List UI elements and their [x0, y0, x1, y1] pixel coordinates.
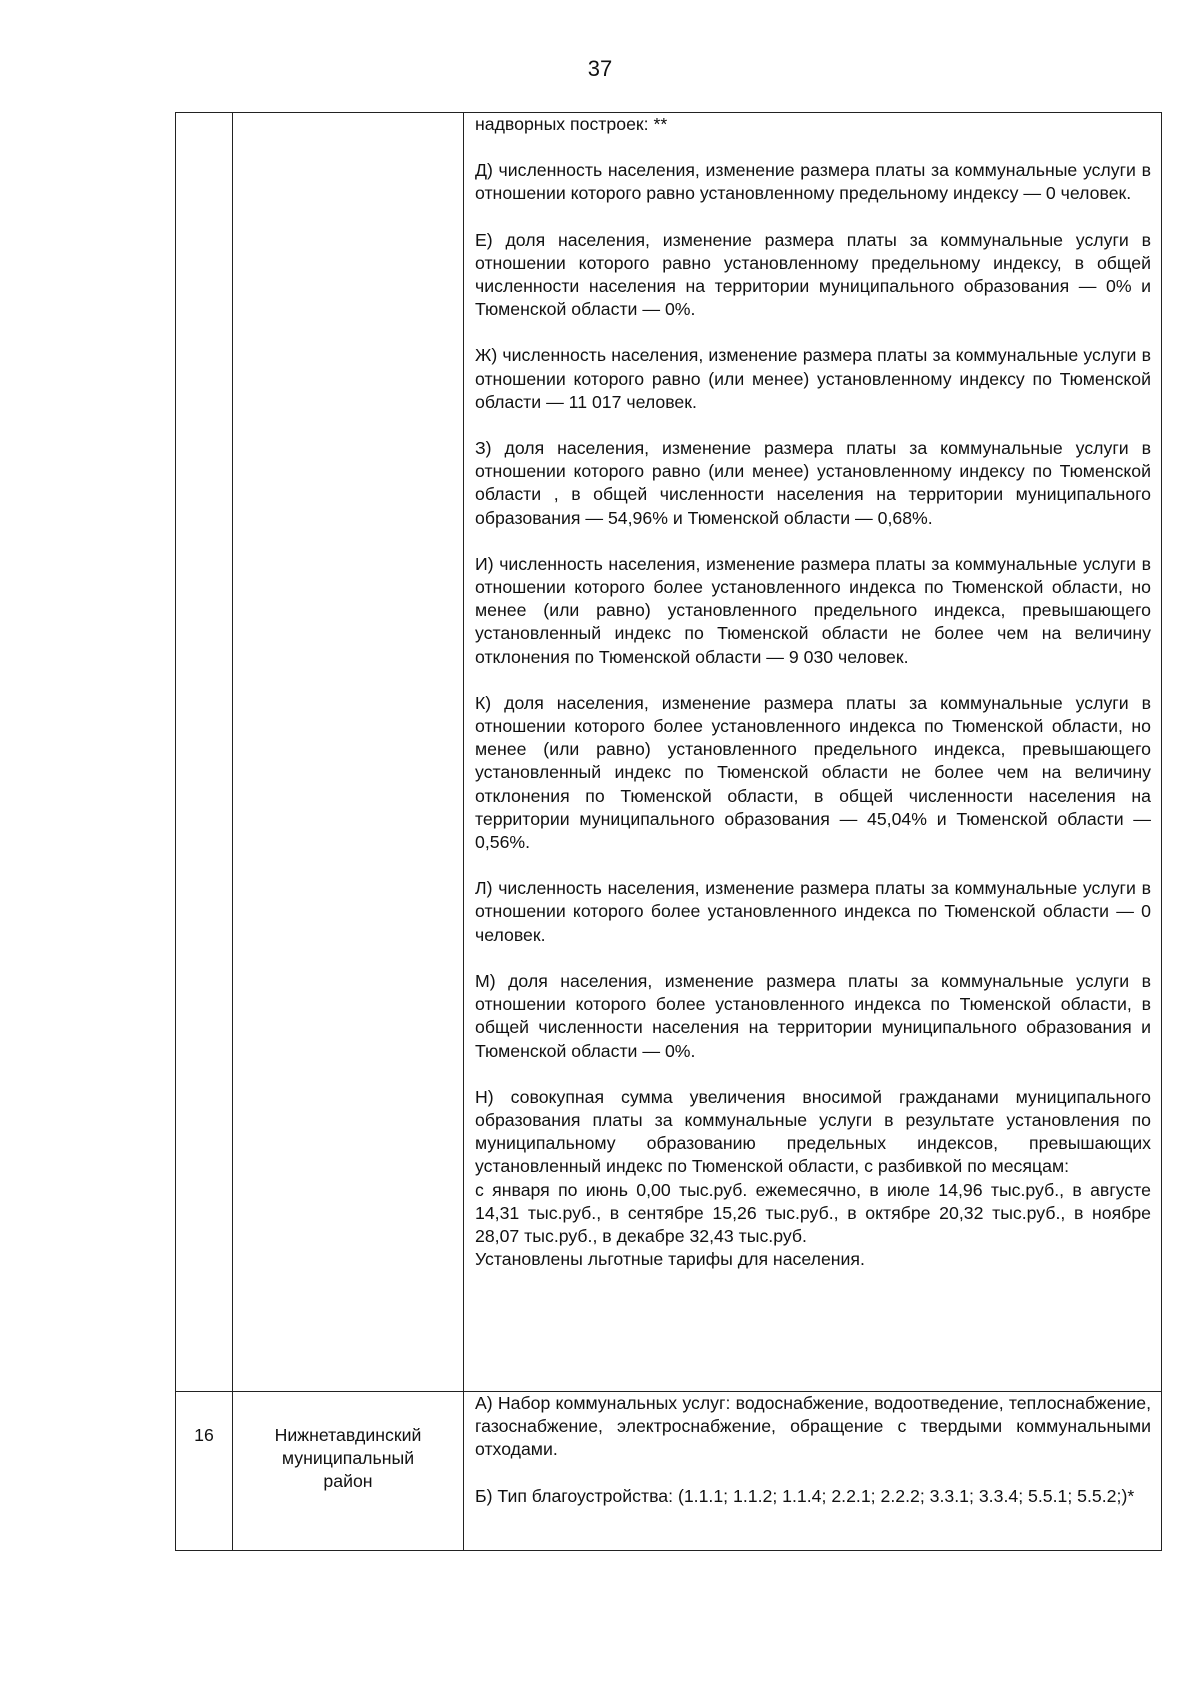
paragraph-a: А) Набор коммунальных услуг: водоснабжение, водоотведение, теплоснабжение, газоснабжение, электроснабжение, обращение с твердыми коммунальными отходами. — [475, 1393, 1151, 1460]
description-cell — [464, 1392, 1162, 1551]
paragraph-l: Л) численность населения, изменение размера платы за коммунальные услуги в отношении которого более установленного индекса по Тюменской области — 0 человек. — [475, 878, 1151, 945]
paragraph-i: И) численность населения, изменение размера платы за коммунальные услуги в отношении которого более установленного индекса по Тюменской области, но менее (или равно) установленного предельного индекса, превышающего установленный индекс по Тюменской области не более чем на величину отклонения по Тюменской области — 9 030 человек. — [475, 553, 1151, 667]
municipality-name-line: район — [323, 1471, 373, 1492]
row-number-cell — [176, 113, 233, 1392]
municipality-cell — [233, 113, 464, 1392]
paragraph-k: К) доля населения, изменение размера платы за коммунальные услуги в отношении которого более установленного индекса по Тюменской области, но менее (или равно) установленного предельного индекса, превышающего установленный индекс по Тюменской области не более чем на величину отклонения по Тюменской области, в общей численности населения на территории муниципального образования — 45,04% и Тюменской области — 0,56%. — [475, 692, 1151, 853]
paragraph-d: Д) численность населения, изменение размера платы за коммунальные услуги в отношении которого равно установленному предельному индексу — 0 человек. — [475, 160, 1151, 204]
table-row-16 — [176, 1392, 1162, 1551]
page-number: 37 — [587, 56, 613, 81]
municipality-name-line: муниципальный — [281, 1448, 415, 1469]
paragraph-n — [475, 1086, 1151, 1272]
paragraph-m: М) доля населения, изменение размера платы за коммунальные услуги в отношении которого более установленного индекса по Тюменской области, в общей численности населения на территории муниципального образования и Тюменской области — 0%. — [475, 970, 1151, 1061]
info-table — [175, 112, 1162, 1551]
table-row-continuation — [176, 113, 1162, 1392]
paragraph-z: З) доля населения, изменение размера платы за коммунальные услуги в отношении которого равно (или менее) установленному индексу по Тюменской области , в общей численности населения на территории муниципального образования — 54,96% и Тюменской области — 0,68%. — [475, 438, 1151, 528]
municipality-cell — [233, 1392, 464, 1551]
preferential-tariffs-note: Установлены льготные тарифы для населения. — [475, 1249, 865, 1270]
paragraph-b: Б) Тип благоустройства: (1.1.1; 1.1.2; 1.1.4; 2.2.1; 2.2.2; 3.3.1; 3.3.4; 5.5.1; 5.5.2;)* — [475, 1485, 1135, 1506]
row-number-cell: 16 — [176, 1392, 233, 1551]
paragraph-zh: Ж) численность населения, изменение размера платы за коммунальные услуги в отношении которого равно (или менее) установленному индексу по Тюменской области — 11 017 человек. — [475, 345, 1151, 412]
municipality-name-line: Нижнетавдинский — [274, 1425, 422, 1445]
paragraph-e: Е) доля населения, изменение размера платы за коммунальные услуги в отношении которого равно установленному предельному индексу, в общей численности населения на территории муниципального образования — 0% и Тюменской области — 0%. — [475, 229, 1151, 320]
description-cell — [464, 113, 1162, 1392]
paragraph: надворных построек: ** — [475, 114, 668, 134]
paragraph-n-monthly: с января по июнь 0,00 тыс.руб. ежемесячно, в июле 14,96 тыс.руб., в августе 14,31 тыс.руб., в сентябре 15,26 тыс.руб., в октябре 20,32 тыс.руб., в ноябре 28,07 тыс.руб., в декабре 32,43 тыс.руб. — [475, 1179, 1151, 1246]
paragraph-n-intro: Н) совокупная сумма увеличения вносимой гражданами муниципального образования платы за коммунальные услуги в результате установления по муниципальному образованию предельных индексов, превышающих установленный индекс по Тюменской области, с разбивкой по месяцам: — [475, 1086, 1151, 1177]
